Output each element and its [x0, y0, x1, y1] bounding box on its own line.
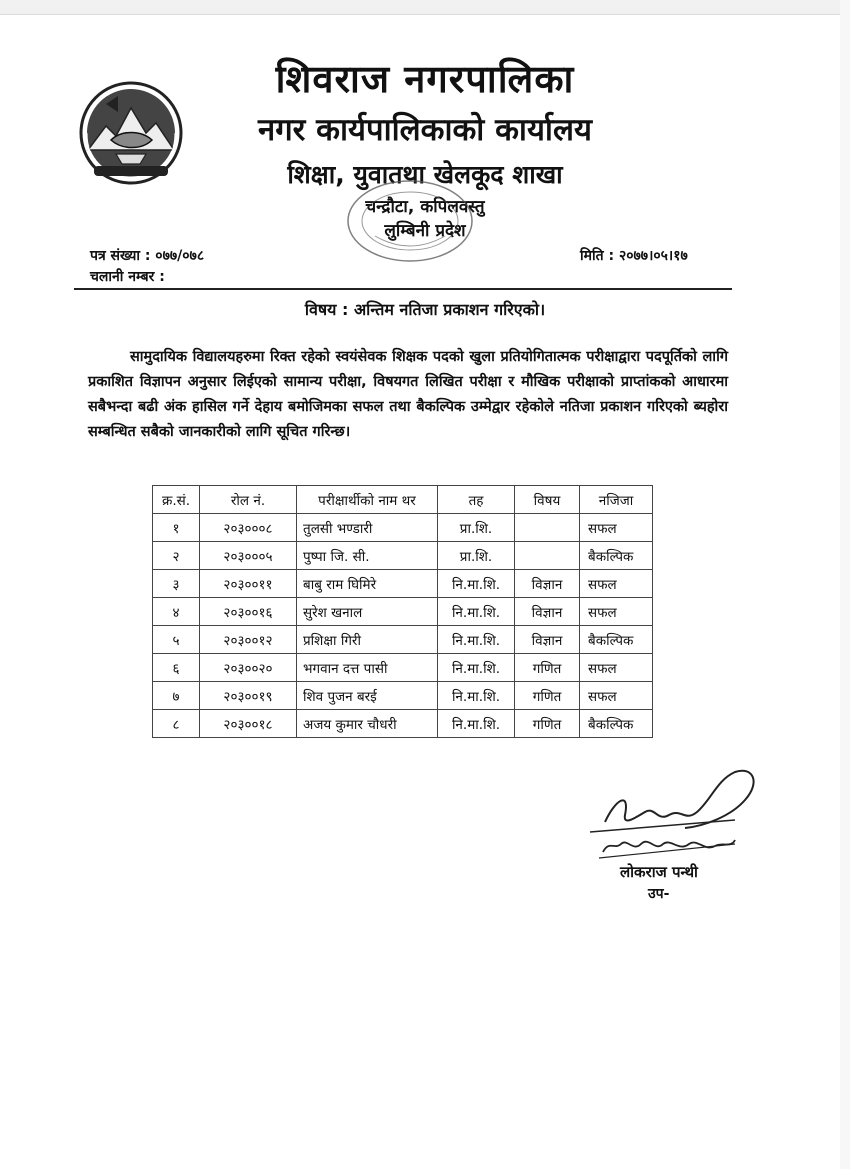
cell-name: तुलसी भण्डारी [297, 514, 438, 542]
cell-name: शिव पुजन बरई [297, 682, 438, 710]
office-location: चन्द्रौटा, कपिलवस्तु [365, 197, 485, 217]
cell-result: बैकल्पिक [580, 626, 653, 654]
table-row [153, 626, 653, 654]
cell-result: बैकल्पिक [580, 542, 653, 570]
cell-subject: गणित [515, 654, 580, 682]
cell-level: नि.मा.शि. [438, 570, 515, 598]
cell-roll: २०३००११ [200, 570, 297, 598]
cell-sn: २ [153, 542, 200, 570]
notice-body [88, 345, 728, 445]
cell-level: नि.मा.शि. [438, 710, 515, 738]
col-header-sn: क्र.सं. [153, 486, 200, 514]
cell-roll: २०३००१२ [200, 626, 297, 654]
col-header-subject: विषय [515, 486, 580, 514]
cell-level: नि.मा.शि. [438, 626, 515, 654]
table-row [153, 682, 653, 710]
cell-roll: २०३००२० [200, 654, 297, 682]
municipality-name: शिवराज नगरपालिका [275, 57, 575, 101]
scan-edge-top [0, 0, 850, 15]
cell-result: सफल [580, 514, 653, 542]
cell-subject: गणित [515, 682, 580, 710]
table-header-row [153, 486, 653, 514]
header-divider [74, 288, 732, 290]
cell-name: भगवान दत्त पासी [297, 654, 438, 682]
cell-roll: २०३०००८ [200, 514, 297, 542]
col-header-name: परीक्षार्थीको नाम थर [297, 486, 438, 514]
cell-level: नि.मा.शि. [438, 654, 515, 682]
table-row [153, 654, 653, 682]
signer-post: उप- [648, 886, 670, 902]
cell-name: पुष्पा जि. सी. [297, 542, 438, 570]
office-seal-icon [335, 176, 485, 266]
table-row [153, 598, 653, 626]
cell-subject: गणित [515, 710, 580, 738]
results-table [152, 485, 653, 738]
cell-level: नि.मा.शि. [438, 682, 515, 710]
cell-result: सफल [580, 682, 653, 710]
cell-sn: ८ [153, 710, 200, 738]
cell-sn: ६ [153, 654, 200, 682]
municipality-emblem-icon [76, 78, 186, 188]
cell-roll: २०३००१९ [200, 682, 297, 710]
office-name: नगर कार्यपालिकाको कार्यालय [258, 112, 592, 148]
cell-roll: २०३००१६ [200, 598, 297, 626]
cell-subject: विज्ञान [515, 626, 580, 654]
col-header-level: तह [438, 486, 515, 514]
cell-level: प्रा.शि. [438, 542, 515, 570]
cell-sn: ७ [153, 682, 200, 710]
handwritten-signature-icon [585, 760, 765, 870]
cell-level: नि.मा.शि. [438, 598, 515, 626]
table-row [153, 570, 653, 598]
cell-name: अजय कुमार चौधरी [297, 710, 438, 738]
table-row [153, 514, 653, 542]
cell-result: सफल [580, 570, 653, 598]
cell-sn: ४ [153, 598, 200, 626]
table-row [153, 710, 653, 738]
letter-number: पत्र संख्या : ०७७/०७८ [90, 248, 205, 264]
letter-date: मिति : २०७७।०५।१७ [580, 248, 688, 264]
cell-name: बाबु राम घिमिरे [297, 570, 438, 598]
cell-sn: १ [153, 514, 200, 542]
cell-subject [515, 542, 580, 570]
cell-name: प्रशिक्षा गिरी [297, 626, 438, 654]
cell-roll: २०३०००५ [200, 542, 297, 570]
table-row [153, 542, 653, 570]
scan-edge-right [840, 0, 850, 1169]
subject-line: विषय : अन्तिम नतिजा प्रकाशन गरिएको। [304, 300, 546, 319]
province-name: लुम्बिनी प्रदेश [384, 221, 466, 241]
cell-result: सफल [580, 654, 653, 682]
notice-body-text: सामुदायिक विद्यालयहरुमा रिक्त रहेको स्वयंसेवक शिक्षक पदको खुला प्रतियोगितात्मक परीक्षाद्वारा पदपूर्तिको लागि प्रकाशित विज्ञापन अनुसार लिईएको सामान्य परीक्षा, विषयगत लिखित परीक्षा र मौखिक परीक्षाको प्राप्तांकको आधारमा सबैभन्दा बढी अंक हासिल गर्ने देहाय बमोजिमका सफल तथा बैकल्पिक उम्मेद्वार रहेकोले नतिजा प्रकाशन गरिएको ब्यहोरा सम्बन्धित सबैको जानकारीको लागि सूचित गरिन्छ। [88, 349, 728, 440]
cell-sn: ५ [153, 626, 200, 654]
signer-name: लोकराज पन्थी [620, 863, 698, 881]
col-header-result: नजिजा [580, 486, 653, 514]
department-name: शिक्षा, युवातथा खेलकूद शाखा [287, 160, 563, 189]
cell-level: प्रा.शि. [438, 514, 515, 542]
cell-name: सुरेश खनाल [297, 598, 438, 626]
cell-subject [515, 514, 580, 542]
cell-subject: विज्ञान [515, 598, 580, 626]
col-header-roll: रोल नं. [200, 486, 297, 514]
cell-result: बैकल्पिक [580, 710, 653, 738]
dispatch-number: चलानी नम्बर : [90, 269, 165, 285]
cell-subject: विज्ञान [515, 570, 580, 598]
cell-roll: २०३००१८ [200, 710, 297, 738]
cell-result: सफल [580, 598, 653, 626]
cell-sn: ३ [153, 570, 200, 598]
